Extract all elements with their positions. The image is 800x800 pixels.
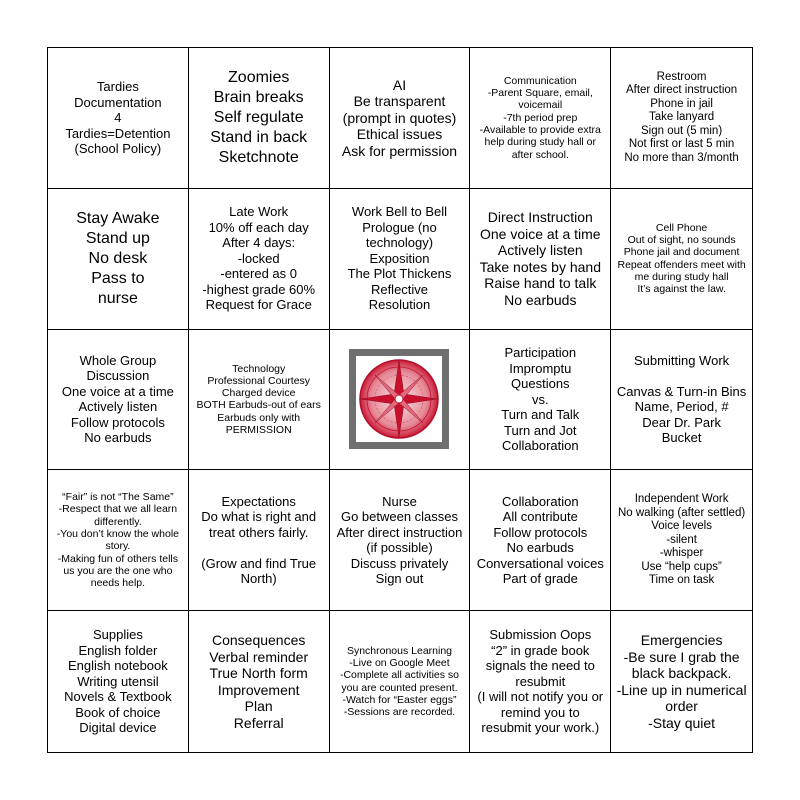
bingo-grid: [47, 47, 753, 753]
cell-participation: [470, 330, 611, 471]
cell-text: Emergencies -Be sure I grab the black backpack. -Line up in numerical order -Stay quiet: [616, 632, 747, 731]
cell-independent-work: [611, 470, 752, 611]
cell-restroom: [611, 48, 752, 189]
compass-rose-icon: [358, 358, 440, 440]
cell-text: Nurse Go between classes After direct instruction (if possible) Discuss privately Sign out: [336, 493, 463, 587]
cell-text: Participation Impromptu Questions vs. Turn and Talk Turn and Jot Collaboration: [501, 345, 580, 454]
cell-late-work: [189, 189, 330, 330]
cell-ai: [330, 48, 471, 189]
cell-text: “Fair” is not “The Same” -Respect that we all learn differently. -You don’t know the whole story. -Making fun of others tells us you are the one who needs help.: [56, 491, 179, 590]
cell-text: Communication -Parent Square, email, voicemail -7th period prep -Available to provide extra help during study hall or after school.: [479, 74, 601, 161]
cell-whole-group-discussion: [48, 330, 189, 471]
cell-text: Tardies Documentation 4 Tardies=Detention (School Policy): [65, 79, 171, 157]
cell-text: Synchronous Learning -Live on Google Meet -Complete all activities so you are counted present. -Watch for “Easter eggs” -Sessions are recorded.: [339, 644, 460, 719]
cell-text: Stay Awake Stand up No desk Pass to nurse: [76, 209, 160, 307]
cell-communication: [470, 48, 611, 189]
cell-text: Whole Group Discussion One voice at a time Actively listen Follow protocols No earbuds: [61, 352, 174, 446]
cell-supplies: [48, 611, 189, 752]
cell-text: Technology Professional Courtesy Charged device BOTH Earbuds-out of ears Earbuds only with PERMISSION: [196, 362, 321, 437]
cell-text: AI Be transparent (prompt in quotes) Ethical issues Ask for permission: [341, 76, 458, 159]
cell-tardies: [48, 48, 189, 189]
cell-emergencies: [611, 611, 752, 752]
cell-text: Zoomies Brain breaks Self regulate Stand in back Sketchnote: [210, 68, 308, 166]
cell-submitting-work: [611, 330, 752, 471]
cell-nurse: [330, 470, 471, 611]
cell-text: Cell Phone Out of sight, no sounds Phone jail and document Repeat offenders meet with me during study hall It’s against the law.: [617, 221, 746, 296]
cell-text: Late Work 10% off each day After 4 days: -locked -entered as 0 -highest grade 60% Request for Grace: [202, 204, 316, 313]
cell-text: Expectations Do what is right and treat others fairly. (Grow and find True North): [201, 493, 317, 587]
cell-fair-not-same: [48, 470, 189, 611]
cell-zoomies: [189, 48, 330, 189]
cell-consequences: [189, 611, 330, 752]
cell-synchronous-learning: [330, 611, 471, 752]
cell-free-space: [330, 330, 471, 471]
cell-text: Direct Instruction One voice at a time Actively listen Take notes by hand Raise hand to talk No earbuds: [479, 209, 601, 308]
cell-submission-oops: [470, 611, 611, 752]
cell-text: Supplies English folder English notebook Writing utensil Novels & Textbook Book of choice Digital device: [64, 627, 172, 736]
cell-direct-instruction: [470, 189, 611, 330]
cell-expectations: [189, 470, 330, 611]
cell-cell-phone: [611, 189, 752, 330]
cell-technology: [189, 330, 330, 471]
cell-collaboration: [470, 470, 611, 611]
cell-text: Consequences Verbal reminder True North form Improvement Plan Referral: [209, 632, 309, 731]
cell-text: Work Bell to Bell Prologue (no technology) Exposition The Plot Thickens Reflective Resolution: [347, 204, 452, 313]
cell-text: Submission Oops “2” in grade book signals the need to resubmit (I will not notify you or remind you to resubmit your work.): [477, 627, 604, 736]
cell-text: Restroom After direct instruction Phone in jail Take lanyard Sign out (5 min) Not first or last 5 min No more than 3/month: [624, 70, 739, 164]
free-space-frame: [349, 349, 449, 449]
cell-text: Independent Work No walking (after settled) Voice levels -silent -whisper Use “help cups” Time on task: [617, 493, 746, 587]
cell-stay-awake: [48, 189, 189, 330]
cell-text: Collaboration All contribute Follow protocols No earbuds Conversational voices Part of grade: [476, 493, 604, 587]
cell-work-bell-to-bell: [330, 189, 471, 330]
cell-text: Submitting Work Canvas & Turn-in Bins Name, Period, # Dear Dr. Park Bucket: [616, 352, 747, 446]
